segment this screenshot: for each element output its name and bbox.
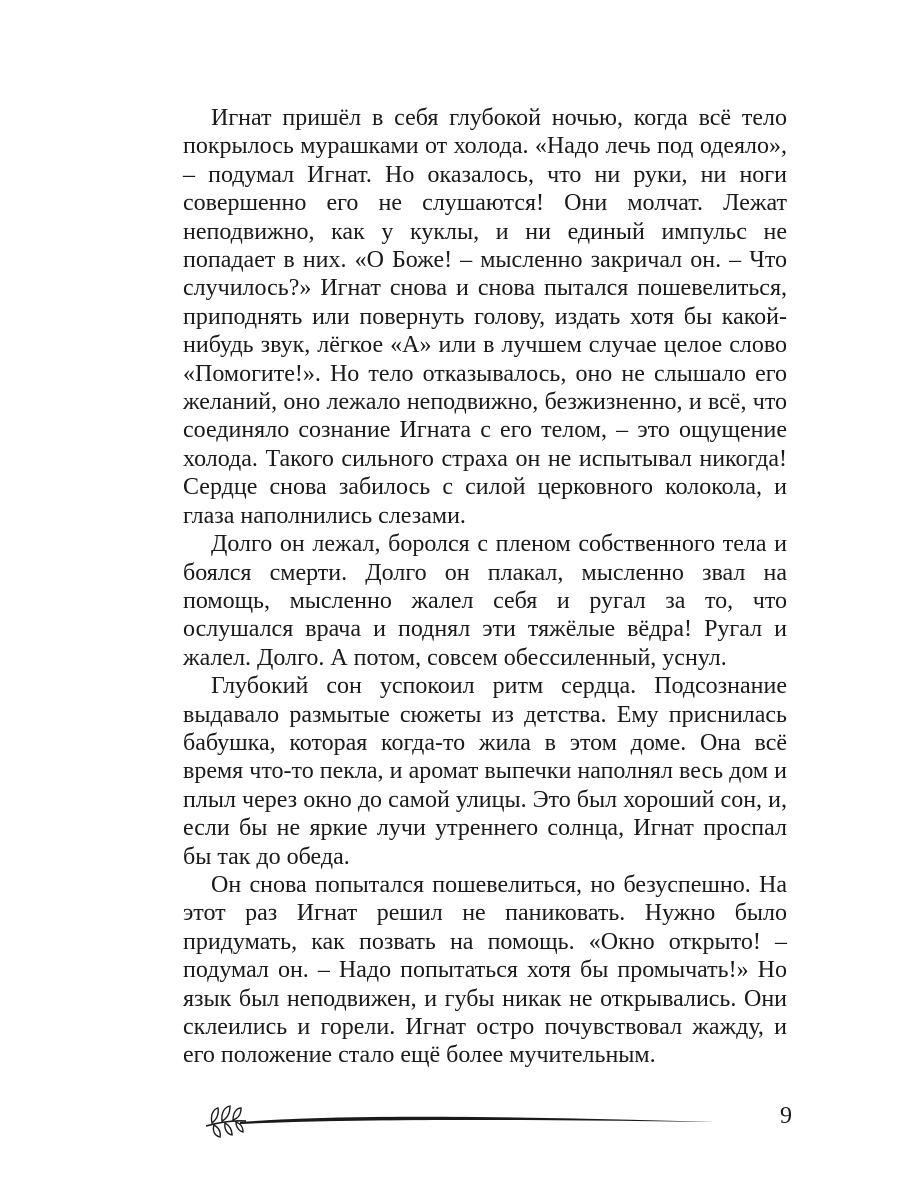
leaf-sprig-icon [200, 1100, 720, 1140]
paragraph-4: Он снова попытался пошевелиться, но безуспешно. На этот раз Игнат решил не паниковать. Нужно было придумать, как позвать на помощь. «Окно открыто! – подумал он. – Надо попытаться хотя бы промычать!» Но язык был неподвижен, и губы никак не открывались. Они склеились и горели. Игнат остро почувствовал жажду, и его положение стало ещё более мучительным. [183, 871, 787, 1069]
page-number: 9 [780, 1103, 792, 1129]
paragraph-3: Глубокий сон успокоил ритм сердца. Подсознание выдавало размытые сюжеты из детства. Ему приснилась бабушка, которая когда-то жила в этом доме. Она всё время что-то пекла, и аромат выпечки наполнял весь дом и плыл через окно до самой улицы. Это был хороший сон, и, если бы не яркие лучи утреннего солнца, Игнат проспал бы так до обеда. [183, 673, 787, 870]
paragraph-1: Игнат пришёл в себя глубокой ночью, когда всё тело покрылось мурашками от холода. «Надо лечь под одеяло», – подумал Игнат. Но оказалось, что ни руки, ни ноги совершенно его не слушаются! Они молчат. Лежат неподвижно, как у куклы, и ни единый импульс не попадает в них. «О Боже! – мысленно закричал он. – Что случилось?» Игнат снова и снова пытался пошевелиться, приподнять или повернуть голову, издать хотя бы какой-нибудь звук, лёгкое «А» или в лучшем случае целое слово «Помогите!». Но тело отказывалось, оно не слышало его желаний, оно лежало неподвижно, безжизненно, и всё, что соединяло сознание Игната с его телом, – это ощущение холода. Такого сильного страха он не испытывал никогда! Сердце снова забилось с силой церковного колокола, и глаза наполнились слезами. [183, 105, 787, 529]
body-text [183, 104, 787, 1070]
paragraph-2: Долго он лежал, боролся с пленом собственного тела и боялся смерти. Долго он плакал, мысленно звал на помощь, мысленно жалел себя и ругал за то, что ослушался врача и поднял эти тяжёлые вёдра! Ругал и жалел. Долго. А потом, совсем обессиленный, уснул. [183, 531, 787, 671]
